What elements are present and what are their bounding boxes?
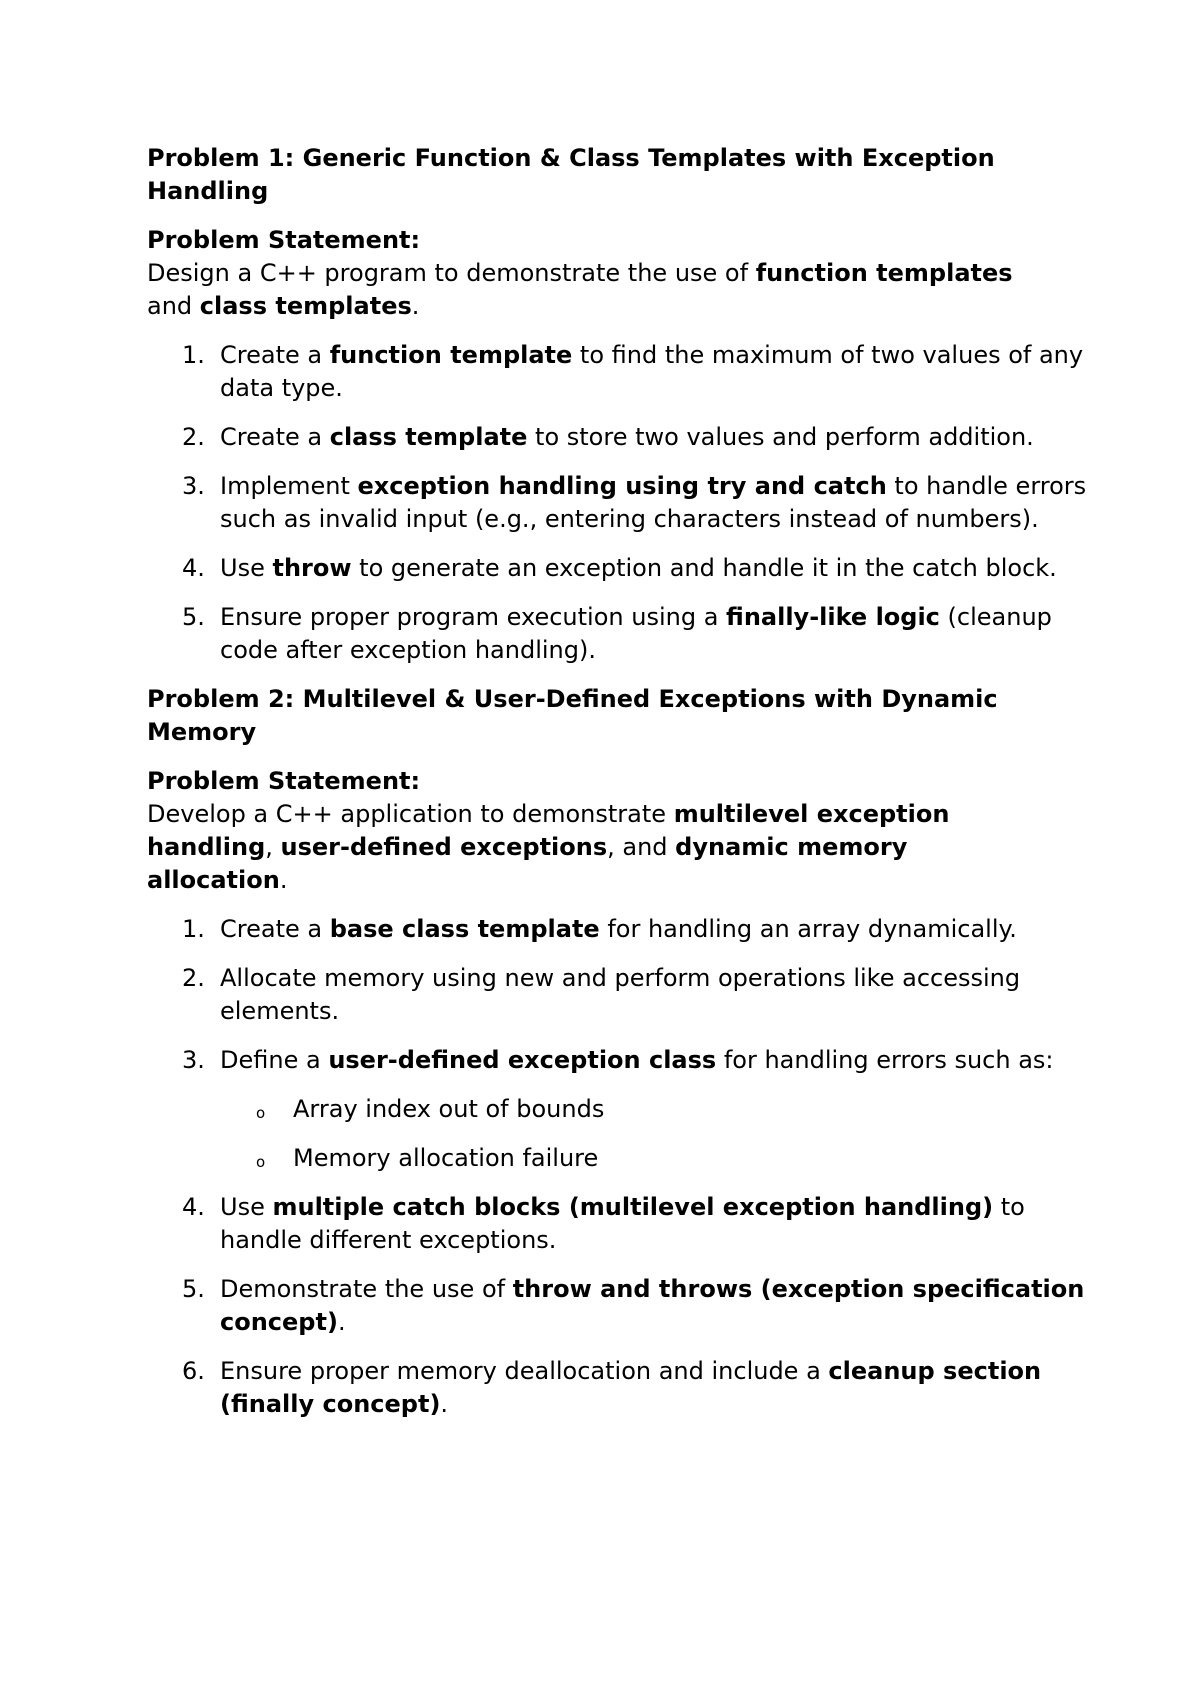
item-number: 3. [182,472,205,500]
statement-text: . [411,292,420,320]
item-text: (cleanup code after exception handling). [220,603,1052,664]
item-bold: exception handling using try and catch [357,472,887,500]
statement-text: . [279,866,288,894]
item-text: for handling errors such as: [716,1046,1054,1074]
item-bold: user-defined exception class [328,1046,717,1074]
item-text: . [337,1308,346,1336]
circle-bullet-icon: o [256,1153,266,1171]
item-text: Ensure proper memory deallocation and include a [220,1357,829,1385]
item-bold: throw [272,554,352,582]
list-item [147,470,1100,536]
statement-bold: class templates [199,292,412,320]
item-text: to handle errors such as invalid input (e.g., entering characters instead of numbers). [220,472,1087,533]
item-text: Create a [220,915,330,943]
item-text: Define a [220,1046,329,1074]
circle-bullet-icon: o [256,1104,266,1122]
item-text: to generate an exception and handle it in the catch block. [351,554,1057,582]
item-bold: cleanup section (finally concept) [220,1357,1042,1418]
list-item [147,1044,1100,1077]
list-item [147,1191,1100,1257]
statement-text: Design a C++ program to demonstrate the use of [147,259,756,287]
list-item [147,601,1100,667]
item-number: 2. [182,423,205,451]
problem-1-section [147,142,1087,667]
item-bold: function template [329,341,573,369]
list-item [147,1355,1100,1421]
statement-bold: multilevel exception handling [147,800,950,861]
list-item [147,552,1100,585]
list-item [147,421,1100,454]
statement-text: and [147,292,200,320]
item-bold: finally-like logic [726,603,940,631]
item-bold: base class template [329,915,600,943]
item-bold: multiple catch blocks (multilevel exception handling) [272,1193,994,1221]
problem-1-statement [147,257,1047,323]
item-text: to handle different exceptions. [220,1193,1025,1254]
item-text: Allocate memory using new and perform operations like accessing elements. [220,964,1021,1025]
problem-1-list [147,339,1087,667]
sub-list-item [147,1093,1067,1126]
item-text: to find the maximum of two values of any data type. [220,341,1084,402]
item-text: Use [220,1193,273,1221]
item-text: Use [220,554,273,582]
item-bold: class template [329,423,528,451]
problem-1-heading: Problem 1: Generic Function & Class Templates with Exception Handling [147,144,995,205]
problem-2-statement-label: Problem Statement: [147,767,421,795]
item-text: Implement [220,472,358,500]
list-item [147,1273,1100,1339]
sub-list-item [147,1142,1067,1175]
statement-bold: dynamic memory allocation [147,833,908,894]
item-number: 5. [182,1275,205,1303]
problem-2-section [147,683,1085,1421]
item-bold: throw and throws (exception specification concept) [220,1275,1085,1336]
item-number: 3. [182,1046,205,1074]
item-number: 2. [182,964,205,992]
item-number: 4. [182,554,205,582]
sub-item-text: Array index out of bounds [293,1095,605,1123]
problem-2-list [147,913,1085,1421]
list-item [147,339,1100,405]
item-number: 1. [182,915,205,943]
statement-text: , and [607,833,676,861]
item-number: 4. [182,1193,205,1221]
statement-bold: user-defined exceptions [280,833,608,861]
problem-1-statement-label: Problem Statement: [147,226,421,254]
problem-2-statement [147,798,1047,897]
item-text: for handling an array dynamically. [599,915,1017,943]
sub-item-text: Memory allocation failure [293,1144,599,1172]
list-item [147,913,1100,946]
statement-text: , [265,833,281,861]
problem-2-heading: Problem 2: Multilevel & User-Defined Exceptions with Dynamic Memory [147,685,998,746]
item-number: 5. [182,603,205,631]
item-text: Create a [220,341,330,369]
item-text: Ensure proper program execution using a [220,603,727,631]
list-item [147,962,1100,1028]
item-number: 1. [182,341,205,369]
item-text: . [440,1390,449,1418]
statement-text: Develop a C++ application to demonstrate [147,800,674,828]
statement-bold: function templates [755,259,1013,287]
document-page [147,142,1087,1437]
item-text: to store two values and perform addition. [527,423,1034,451]
item-text: Create a [220,423,330,451]
item-text: Demonstrate the use of [220,1275,513,1303]
item-number: 6. [182,1357,205,1385]
